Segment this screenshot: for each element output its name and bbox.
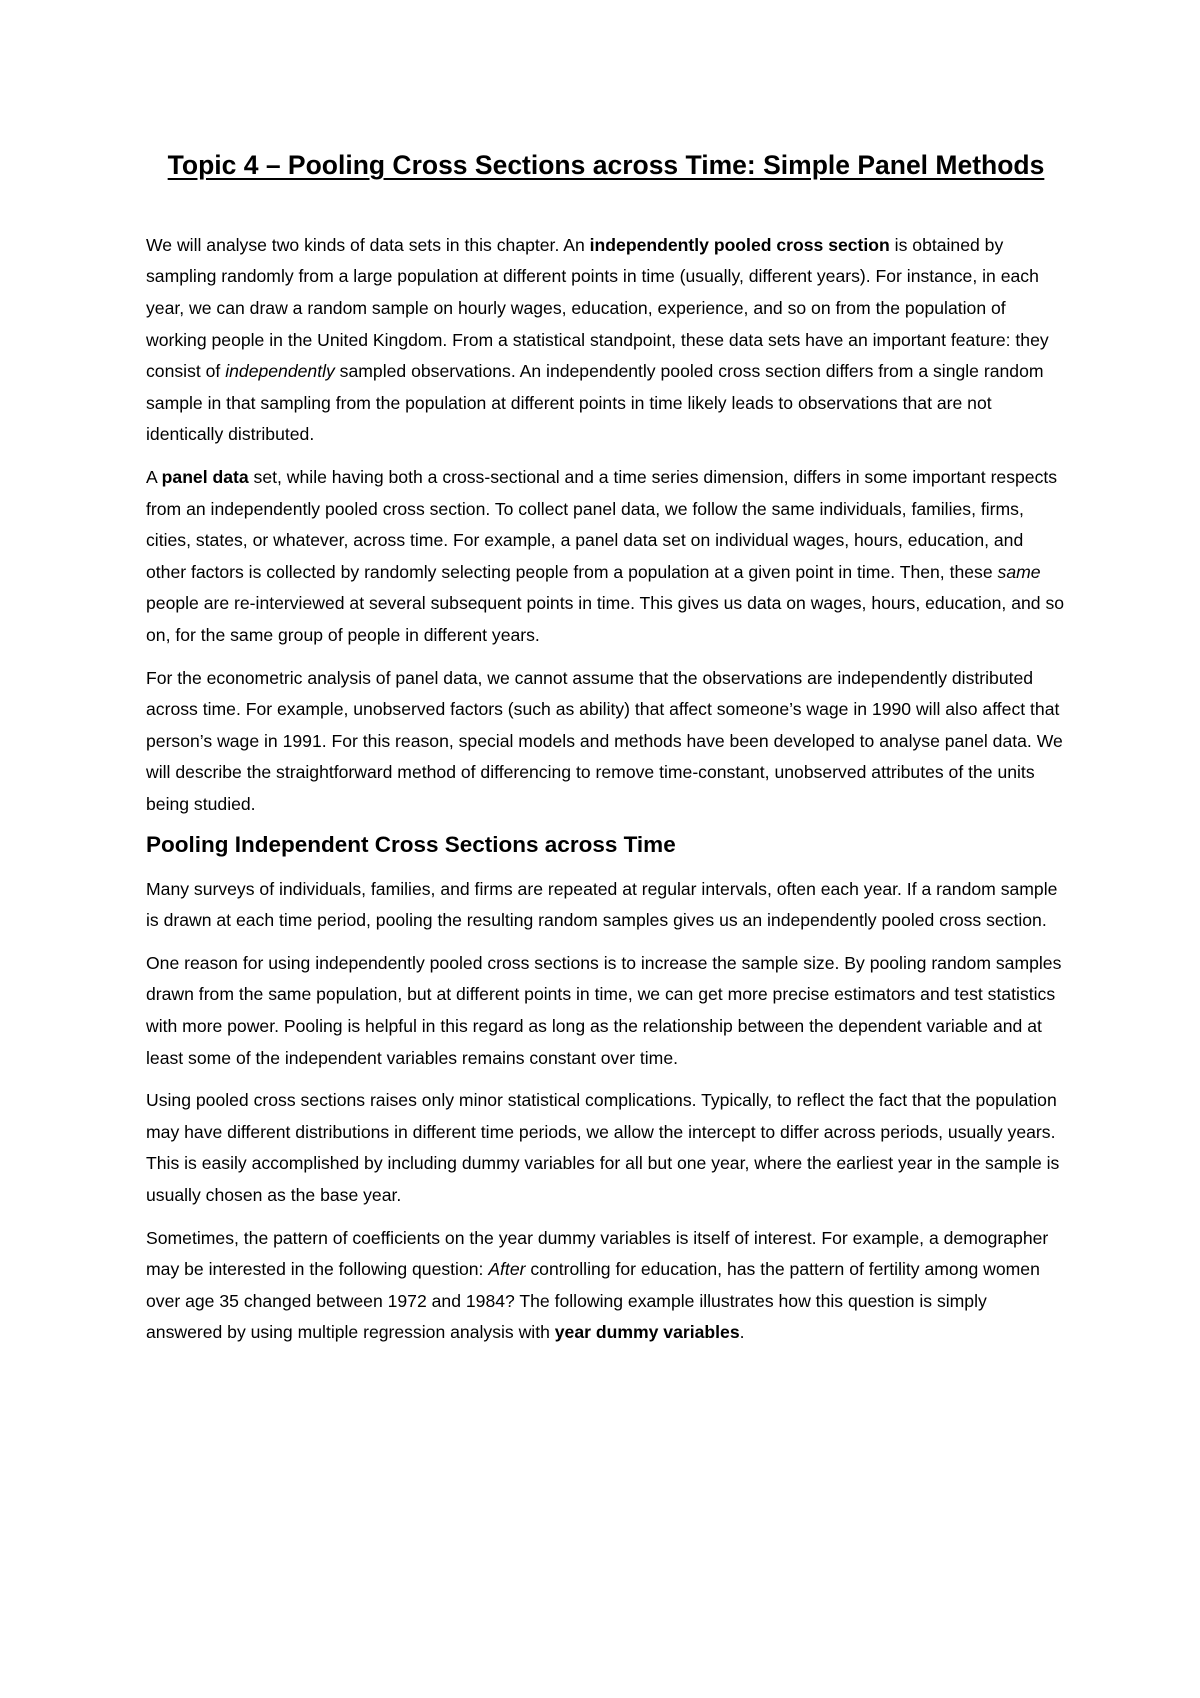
italic-term-after: After — [488, 1259, 526, 1280]
intro-paragraph-2 — [146, 462, 1066, 652]
section-paragraph-3: Using pooled cross sections raises only minor statistical complications. Typically, to reflect the fact that the population may have different distributions in different time periods, we allow the intercept to differ across periods, usually years. This is easily accomplished by including dummy variables for all but one year, where the earliest year in the sample is usually chosen as the base year. — [146, 1090, 1060, 1205]
text-run: . — [739, 1322, 745, 1343]
text-run: A — [146, 466, 162, 487]
bold-term-year-dummy-variables: year dummy variables — [554, 1322, 740, 1343]
text-run: is obtained by sampling randomly from a large population at different points in time (usually, different years). For instance, in each year, we can draw a random sample on hourly wages, education, experience, and so on from the population of working people in the United Kingdom. From a statistical standpoint, these data sets have an important feature: they consist of — [146, 234, 1049, 382]
intro-paragraph-1 — [146, 230, 1066, 451]
text-run: set, while having both a cross-sectional and a time series dimension, differs in some important respects from an independently pooled cross section. To collect panel data, we follow the same individuals, families, firms, cities, states, or whatever, across time. For example, a panel data set on individual wages, hours, education, and other factors is collected by randomly selecting people from a population at a given point in time. Then, these — [146, 466, 1058, 582]
bold-term-panel-data: panel data — [161, 466, 249, 487]
italic-term-same: same — [997, 561, 1041, 582]
text-run: sampled observations. An independently pooled cross section differs from a single random sample in that sampling from the population at different points in time likely leads to observations that are not identically distributed. — [146, 361, 1044, 445]
text-run: We will analyse two kinds of data sets in this chapter. An — [146, 234, 590, 255]
section-paragraph-2: One reason for using independently pooled cross sections is to increase the sample size. By pooling random samples drawn from the same population, but at different points in time, we can get more precise estimators and test statistics with more power. Pooling is helpful in this regard as long as the relationship between the dependent variable and at least some of the independent variables remains constant over time. — [146, 952, 1062, 1068]
section-paragraph-1: Many surveys of individuals, families, and firms are repeated at regular intervals, often each year. If a random sample is drawn at each time period, pooling the resulting random samples gives us an independently pooled cross section. — [146, 878, 1058, 931]
intro-paragraph-3: For the econometric analysis of panel data, we cannot assume that the observations are independently distributed across time. For example, unobserved factors (such as ability) that affect someone’s wage in 1990 will also affect that person’s wage in 1991. For this reason, special models and methods have been developed to analyse panel data. We will describe the straightforward method of differencing to remove time-constant, unobserved attributes of the units being studied. — [146, 667, 1063, 814]
text-run: Sometimes, the pattern of coefficients on the year dummy variables is itself of interest. For example, a demographer may be interested in the following question: — [146, 1227, 1049, 1280]
text-run: people are re-interviewed at several subsequent points in time. This gives us data on wages, hours, education, and so on, for the same group of people in different years. — [146, 593, 1065, 645]
text-run: controlling for education, has the pattern of fertility among women over age 35 changed between 1972 and 1984? The following example illustrates how this question is simply answered by using multiple regression analysis with — [146, 1259, 1040, 1343]
italic-term-independently: independently — [225, 361, 335, 382]
section-heading-pooling-independent-cross-sections: Pooling Independent Cross Sections across Time — [146, 832, 676, 858]
bold-term-independently-pooled-cross-section: independently pooled cross section — [589, 234, 890, 255]
document-page — [146, 150, 1066, 1360]
section-paragraph-4 — [146, 1223, 1066, 1349]
document-title: Topic 4 – Pooling Cross Sections across Time: Simple Panel Methods — [167, 150, 1045, 180]
